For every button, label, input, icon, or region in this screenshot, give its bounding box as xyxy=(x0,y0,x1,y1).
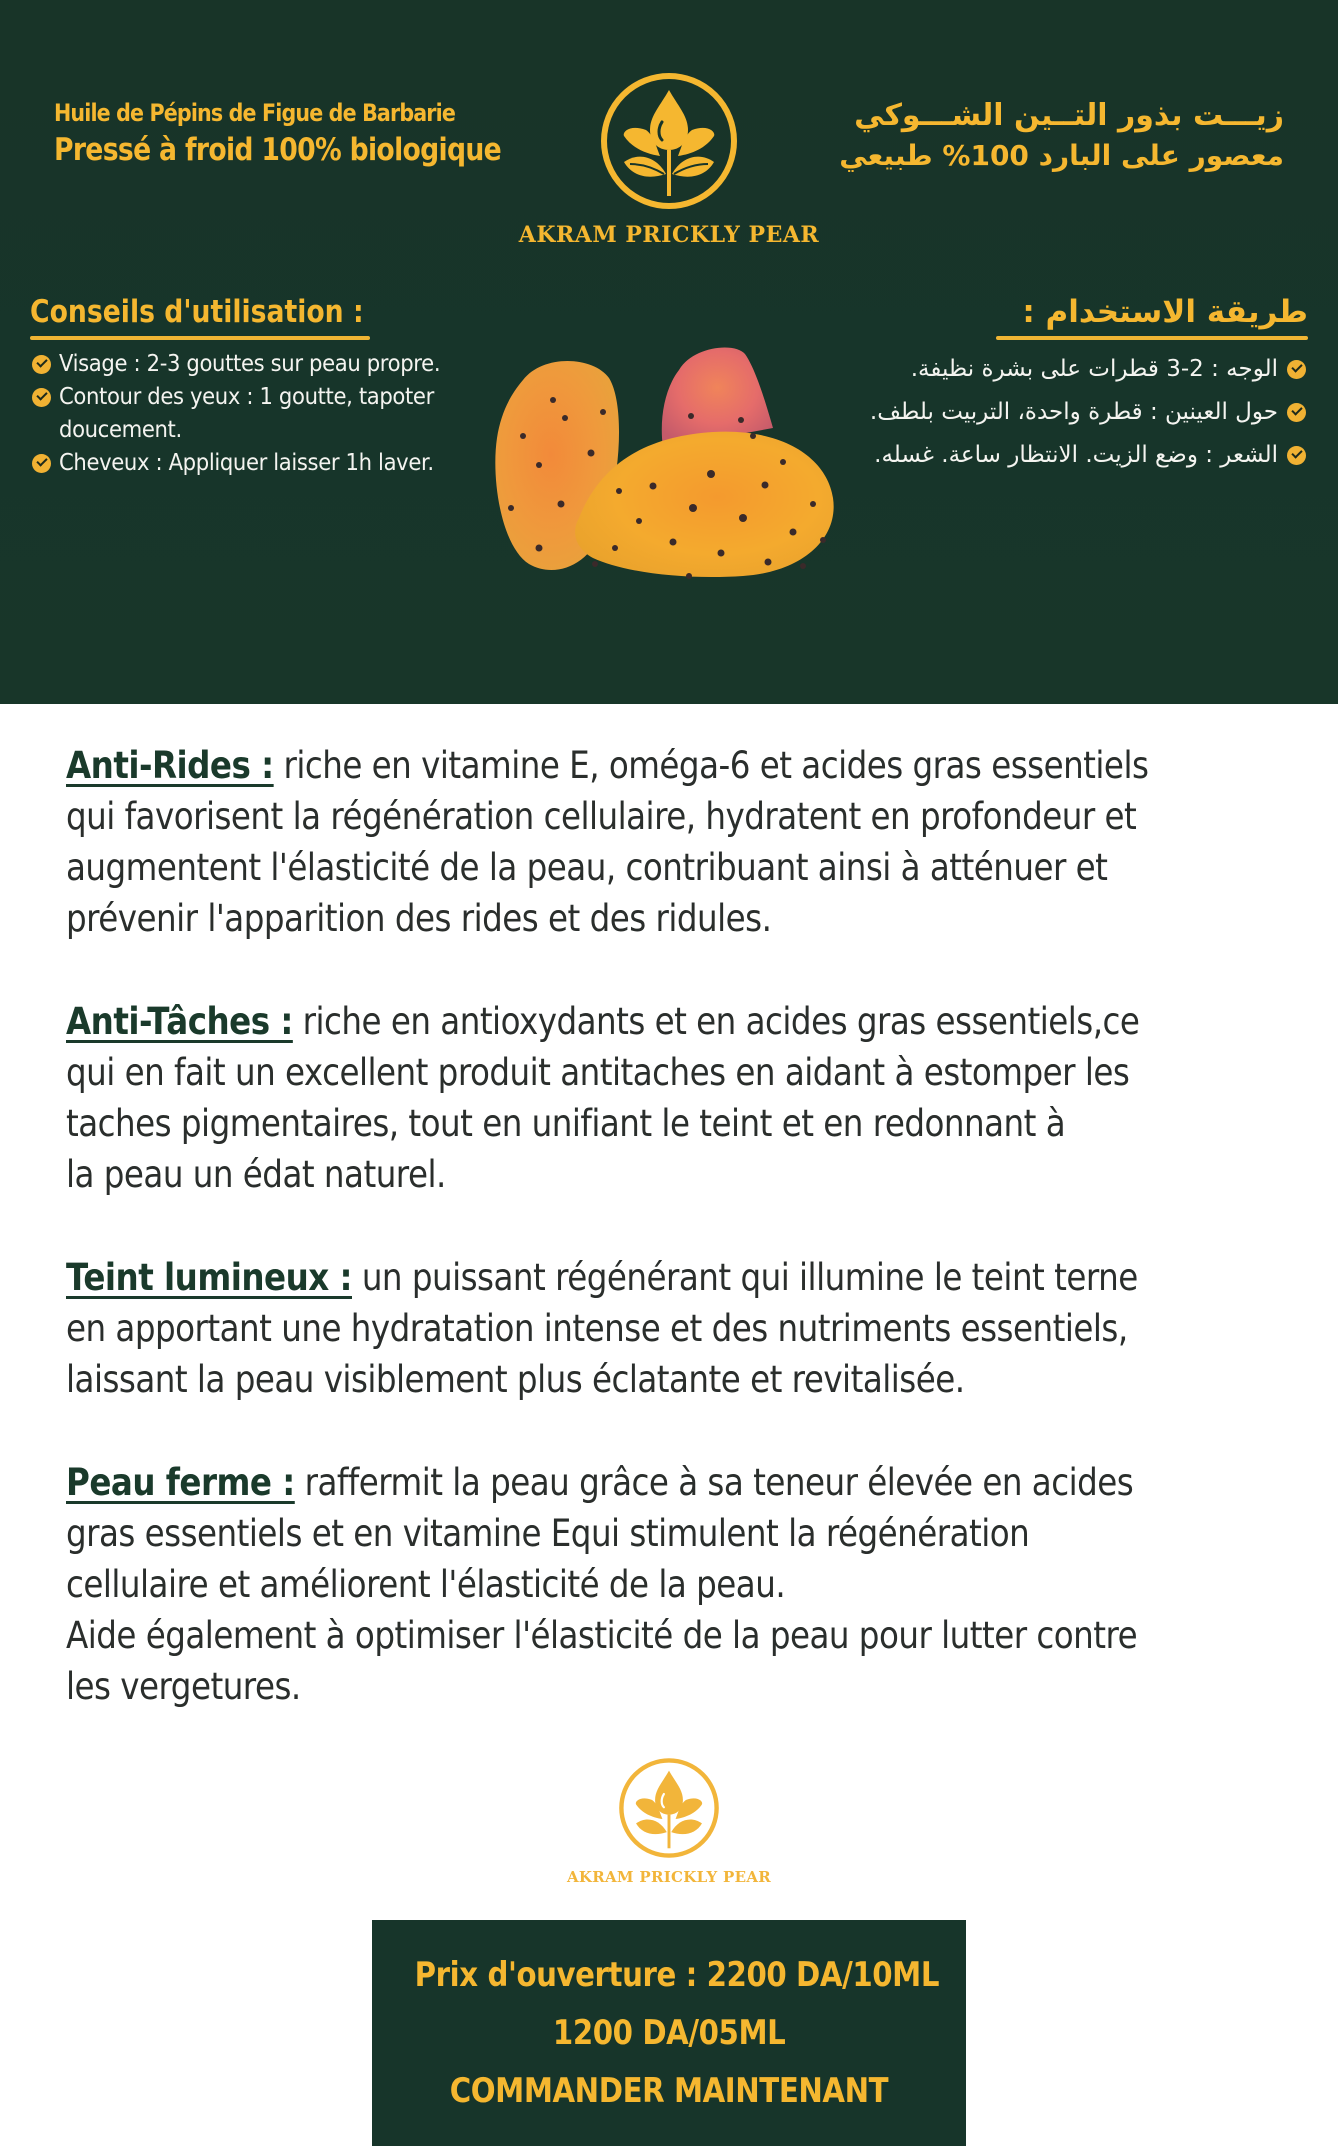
usage-item xyxy=(30,348,500,381)
benefit-text: cellulaire et améliorent l'élasticité de la peau. xyxy=(66,1563,786,1606)
opening-price-10ml: Prix d'ouverture : 2200 DA/10ML xyxy=(414,1955,940,1995)
usage-item xyxy=(808,391,1308,434)
usage-item-text: الشعر : وضع الزيت. الانتظار ساعة. غسله. xyxy=(874,442,1278,468)
check-circle-icon xyxy=(1287,446,1306,465)
benefit-teint-lumineux xyxy=(66,1252,1286,1405)
usage-item-text: الوجه : 2-3 قطرات على بشرة نظيفة. xyxy=(910,356,1278,382)
benefit-text: qui favorisent la régénération cellulaire, hydratent en profondeur et xyxy=(66,795,1137,838)
benefit-label: Teint lumineux : xyxy=(66,1256,352,1299)
check-circle-icon xyxy=(1287,360,1306,379)
benefit-label: Anti-Tâches : xyxy=(66,1000,293,1043)
usage-item-text: حول العينين : قطرة واحدة، التربيت بلطف. xyxy=(869,399,1278,425)
hero-banner xyxy=(0,0,1338,704)
benefit-text: gras essentiels et en vitamine Equi stimulent la régénération xyxy=(66,1512,1030,1555)
oil-drop-leaves-logo-icon xyxy=(598,70,740,212)
usage-item-text: Cheveux : Appliquer laisser 1h laver. xyxy=(59,450,434,476)
oil-drop-leaves-logo-icon xyxy=(617,1756,721,1860)
heading-underline xyxy=(30,336,370,340)
benefit-text: raffermit la peau grâce à sa teneur élevée en acides xyxy=(294,1461,1134,1504)
product-name-fr: Huile de Pépins de Figue de Barbarie xyxy=(54,99,455,127)
footer-brand-name: AKRAM PRICKLY PEAR xyxy=(566,1868,772,1886)
benefit-anti-rides xyxy=(66,740,1286,944)
product-name-ar: زيـــت بذور التــين الشـــوكي xyxy=(854,98,1284,133)
usage-item-text: Contour des yeux : 1 goutte, tapoter xyxy=(59,384,434,410)
benefit-peau-ferme xyxy=(66,1457,1286,1712)
benefit-label: Peau ferme : xyxy=(66,1461,295,1504)
usage-item xyxy=(30,381,500,447)
usage-list-fr xyxy=(30,348,500,480)
benefits-section xyxy=(66,740,1286,1764)
prickly-pear-fruits-image xyxy=(483,328,838,583)
check-circle-icon xyxy=(1287,403,1306,422)
check-circle-icon xyxy=(32,454,51,473)
benefit-text: laissant la peau visiblement plus éclatante et revitalisée. xyxy=(66,1358,965,1401)
benefit-text: prévenir l'apparition des rides et des ridules. xyxy=(66,897,772,940)
product-title-ar xyxy=(839,96,1284,176)
usage-item xyxy=(808,348,1308,391)
benefit-text: en apportant une hydratation intense et des nutriments essentiels, xyxy=(66,1307,1128,1350)
benefit-text: un puissant régénérant qui illumine le teint terne xyxy=(352,1256,1138,1299)
price-5ml: 1200 DA/05ML xyxy=(552,2013,786,2053)
usage-instructions-fr xyxy=(30,290,500,480)
check-circle-icon xyxy=(32,355,51,374)
usage-heading-ar: طريقة الاستخدام : xyxy=(1022,294,1308,330)
usage-list-ar xyxy=(808,348,1308,477)
usage-item xyxy=(808,434,1308,477)
order-price-box[interactable] xyxy=(372,1920,966,2146)
order-now-button[interactable]: COMMANDER MAINTENANT xyxy=(449,2071,889,2111)
check-circle-icon xyxy=(32,388,51,407)
benefit-text: augmentent l'élasticité de la peau, contribuant ainsi à atténuer et xyxy=(66,846,1108,889)
usage-heading-fr: Conseils d'utilisation : xyxy=(30,294,364,330)
usage-item xyxy=(30,447,500,480)
benefit-anti-taches xyxy=(66,996,1286,1200)
usage-item-text: Visage : 2-3 gouttes sur peau propre. xyxy=(59,351,441,377)
benefit-text: la peau un édat naturel. xyxy=(66,1153,446,1196)
benefit-label: Anti-Rides : xyxy=(66,744,274,787)
benefit-text: les vergetures. xyxy=(66,1665,301,1708)
benefit-text: qui en fait un excellent produit antitaches en aidant à estomper les xyxy=(66,1051,1130,1094)
brand-name: AKRAM PRICKLY PEAR xyxy=(518,222,820,248)
usage-instructions-ar xyxy=(808,290,1308,477)
product-tagline-fr: Pressé à froid 100% biologique xyxy=(54,132,502,168)
product-tagline-ar: معصور على البارد 100% طبيعي xyxy=(839,139,1284,172)
usage-item-text-cont: doucement. xyxy=(59,417,182,443)
heading-underline xyxy=(996,336,1308,340)
benefit-text: riche en vitamine E, oméga-6 et acides gras essentiels xyxy=(273,744,1149,787)
benefit-text: Aide également à optimiser l'élasticité de la peau pour lutter contre xyxy=(66,1614,1138,1657)
benefit-text: riche en antioxydants et en acides gras essentiels,ce xyxy=(292,1000,1140,1043)
benefit-text: taches pigmentaires, tout en unifiant le teint et en redonnant à xyxy=(66,1102,1066,1145)
product-title-fr xyxy=(54,96,502,170)
